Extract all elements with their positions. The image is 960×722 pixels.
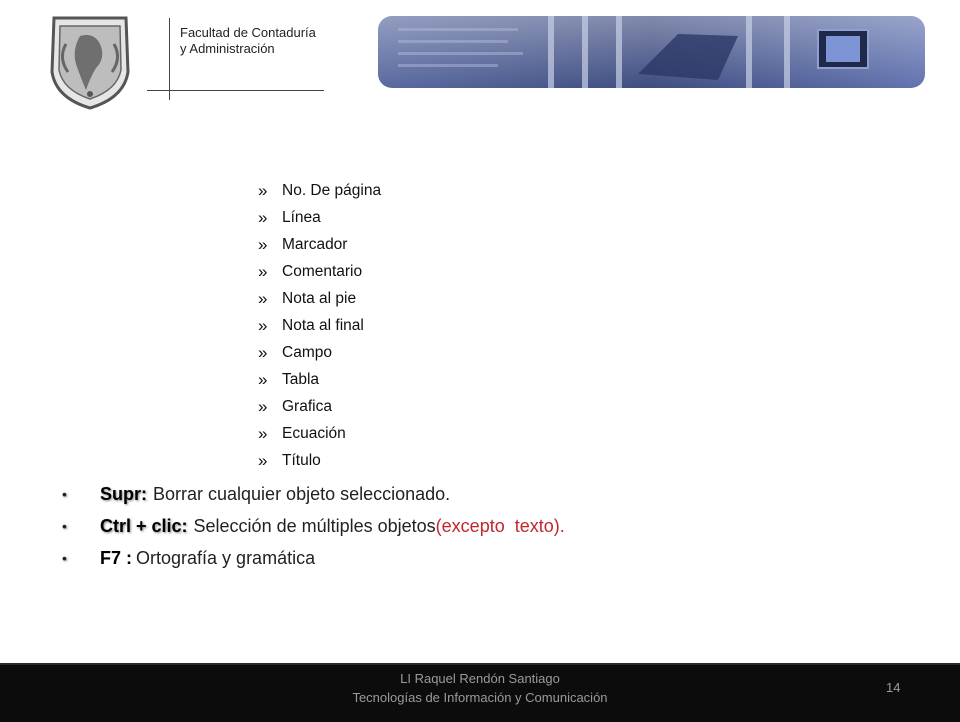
shortcut-exception-note: (excepto texto). <box>435 515 565 536</box>
chevron-bullet-icon: » <box>258 397 268 417</box>
list-item <box>258 258 381 285</box>
shortcut-key: Ctrl + clic: <box>100 515 188 536</box>
list-item-label: Ecuación <box>282 425 346 443</box>
list-item-label: Grafica <box>282 398 332 416</box>
list-item-label: No. De página <box>282 181 382 199</box>
shortcut-key: Supr: <box>100 483 147 504</box>
bullet-dot-icon: • <box>62 550 67 566</box>
list-item-label: Campo <box>282 344 332 362</box>
list-item <box>258 394 381 421</box>
list-item <box>258 340 381 367</box>
faculty-line-2: y Administración <box>180 41 275 56</box>
chevron-bullet-icon: » <box>258 424 268 444</box>
list-item <box>258 312 381 339</box>
list-item-label: Nota al final <box>282 317 364 335</box>
shortcut-description: Ortografía y gramática <box>136 547 316 568</box>
chevron-bullet-icon: » <box>258 207 268 227</box>
bullet-dot-icon: • <box>62 486 67 502</box>
chevron-bullet-icon: » <box>258 288 268 308</box>
element-type-list <box>258 177 381 475</box>
technology-banner-image <box>378 14 925 90</box>
chevron-bullet-icon: » <box>258 234 268 254</box>
list-item-label: Título <box>282 452 321 470</box>
faculty-line-1: Facultad de Contaduría <box>180 25 316 40</box>
faculty-name <box>180 25 316 57</box>
chevron-bullet-icon: » <box>258 370 268 390</box>
slide-footer <box>0 663 960 722</box>
footer-author: LI Raquel Rendón Santiago <box>400 671 560 686</box>
bullet-dot-icon: • <box>62 518 67 534</box>
header-vertical-rule <box>169 18 170 100</box>
shortcut-item-ctrl-click <box>62 510 565 542</box>
footer-course: Tecnologías de Información y Comunicación <box>352 690 608 705</box>
shortcut-item-f7 <box>62 542 565 574</box>
shortcut-item-supr <box>62 478 565 510</box>
page-number: 14 <box>886 680 901 695</box>
list-item-label: Tabla <box>282 371 320 389</box>
shortcut-key: F7 : <box>100 547 133 568</box>
shortcut-description: Selección de múltiples objetos <box>193 515 436 536</box>
chevron-bullet-icon: » <box>258 451 268 471</box>
list-item <box>258 231 381 258</box>
shortcut-description: Borrar cualquier objeto seleccionado. <box>153 483 451 504</box>
list-item <box>258 367 381 394</box>
list-item-label: Comentario <box>282 262 363 280</box>
list-item <box>258 204 381 231</box>
shortcut-list <box>62 478 565 574</box>
header-horizontal-rule <box>147 90 324 91</box>
chevron-bullet-icon: » <box>258 261 268 281</box>
list-item <box>258 285 381 312</box>
chevron-bullet-icon: » <box>258 180 268 200</box>
list-item-label: Nota al pie <box>282 289 357 307</box>
list-item <box>258 177 381 204</box>
unam-seal-logo <box>44 14 136 110</box>
list-item <box>258 421 381 448</box>
list-item-label: Marcador <box>282 235 348 253</box>
chevron-bullet-icon: » <box>258 316 268 336</box>
list-item-label: Línea <box>282 208 321 226</box>
list-item <box>258 448 381 475</box>
chevron-bullet-icon: » <box>258 343 268 363</box>
